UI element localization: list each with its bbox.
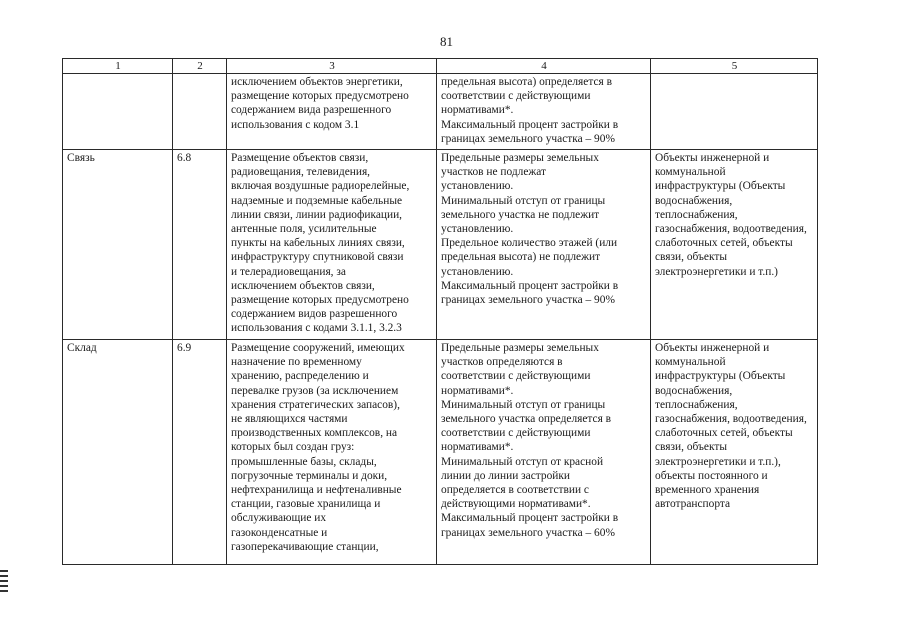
- header-col-5: 5: [651, 59, 818, 74]
- cell-parameters: предельная высота) определяется в соответствии с действующими нормативами*. Максимальный процент застройки в границах земельного участка – 90%: [437, 74, 651, 150]
- continuation-row: [63, 74, 818, 150]
- cell-name: Связь: [63, 150, 173, 340]
- cell-code: [173, 74, 227, 150]
- header-col-3: 3: [227, 59, 437, 74]
- table-row: [63, 150, 818, 340]
- cell-code: 6.8: [173, 150, 227, 340]
- cell-parameters: Предельные размеры земельных участков не подлежат установлению. Минимальный отступ от границы земельного участка не подлежит установлению. Предельное количество этажей (или предельная высота) не подлежит установлению. Максимальный процент застройки в границах земельного участка – 90%: [437, 150, 651, 340]
- header-col-2: 2: [173, 59, 227, 74]
- cell-auxiliary: [651, 74, 818, 150]
- cell-description: Размещение сооружений, имеющих назначение по временному хранению, распределению и перевалке грузов (за исключением хранения стратегических запасов), не являющихся частями производственных комплексов, на которых был создан груз: промышленные базы, склады, погрузочные терминалы и доки, нефтехранилища и нефтеналивные станции, газовые хранилища и обслуживающие их газоконденсатные и газоперекачивающие станции,: [227, 340, 437, 565]
- cell-code: 6.9: [173, 340, 227, 565]
- table-row: [63, 340, 818, 565]
- header-row: [63, 59, 818, 74]
- land-use-table: [62, 58, 818, 565]
- header-col-4: 4: [437, 59, 651, 74]
- scan-margin-mark: [0, 570, 8, 595]
- cell-auxiliary: Объекты инженерной и коммунальной инфраструктуры (Объекты водоснабжения, теплоснабжения, газоснабжения, водоотведения, слаботочных сетей, объекты связи, объекты электроэнергетики и т.п.): [651, 150, 818, 340]
- cell-name: [63, 74, 173, 150]
- header-col-1: 1: [63, 59, 173, 74]
- cell-auxiliary: Объекты инженерной и коммунальной инфраструктуры (Объекты водоснабжения, теплоснабжения, газоснабжения, водоотведения, слаботочных сетей, объекты связи, объекты электроэнергетики и т.п.), объекты постоянного и временного хранения автотранспорта: [651, 340, 818, 565]
- cell-description: исключением объектов энергетики, размещение которых предусмотрено содержанием вида разрешенного использования с кодом 3.1: [227, 74, 437, 150]
- cell-parameters: Предельные размеры земельных участков определяются в соответствии с действующими нормативами*. Минимальный отступ от границы земельного участка определяется в соответствии с действующими нормативами*. Минимальный отступ от красной линии до линии застройки определяется в соответствии с действующими нормативами*. Максимальный процент застройки в границах земельного участка – 60%: [437, 340, 651, 565]
- cell-description: Размещение объектов связи, радиовещания, телевидения, включая воздушные радиорелейные, надземные и подземные кабельные линии связи, линии радиофикации, антенные поля, усилительные пункты на кабельных линиях связи, инфраструктуру спутниковой связи и телерадиовещания, за исключением объектов связи, размещение которых предусмотрено содержанием видов разрешенного использования с кодами 3.1.1, 3.2.3: [227, 150, 437, 340]
- cell-name: Склад: [63, 340, 173, 565]
- page-number: 81: [440, 34, 453, 49]
